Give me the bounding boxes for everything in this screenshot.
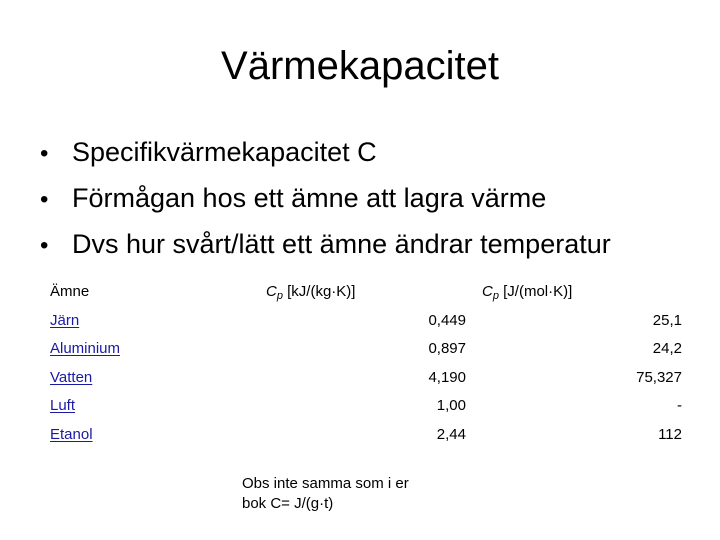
bullet-dot-icon: • <box>40 140 49 167</box>
header-cp-kg-unit: [kJ/(kg·K)] <box>282 283 356 300</box>
cp-kg-value: 2,44 <box>436 426 466 443</box>
substance-link-aluminium[interactable]: Aluminium <box>50 340 121 357</box>
cp-kg-value: 0,897 <box>428 340 466 357</box>
cp-mol-value: - <box>677 397 682 414</box>
bullet-text: Förmågan hos ett ämne att lagra värme <box>72 183 547 213</box>
note-line: bok C= J/(g·t) <box>242 495 334 512</box>
header-cp-mol <box>482 282 572 306</box>
cp-mol-value: 75,327 <box>636 369 682 386</box>
header-cp-kg-symbol: C <box>266 283 277 300</box>
slide-title: Värmekapacitet <box>221 44 499 88</box>
header-cp-mol-unit: [J/(mol·K)] <box>498 283 573 300</box>
bullet-text: Specifikvärmekapacitet C <box>72 137 377 167</box>
substance-link-luft[interactable]: Luft <box>50 397 76 414</box>
substance-link-jarn[interactable]: Järn <box>50 312 80 329</box>
cp-mol-value: 24,2 <box>652 340 682 357</box>
substance-link-vatten[interactable]: Vatten <box>50 369 93 386</box>
cp-kg-value: 1,00 <box>436 397 466 414</box>
note-text <box>242 474 442 514</box>
bullet-dot-icon: • <box>40 186 49 213</box>
header-cp-kg <box>266 282 355 306</box>
header-substance: Ämne <box>50 283 90 300</box>
cp-mol-value: 25,1 <box>652 312 682 329</box>
header-cp-mol-subscript: p <box>492 290 499 302</box>
bullet-dot-icon: • <box>40 232 49 259</box>
cp-kg-value: 4,190 <box>428 369 466 386</box>
note-line: Obs inte samma som i er <box>242 475 409 492</box>
header-cp-mol-symbol: C <box>482 283 493 300</box>
cp-kg-value: 0,449 <box>428 312 466 329</box>
header-cp-kg-subscript: p <box>276 290 283 302</box>
bullet-text: Dvs hur svårt/lätt ett ämne ändrar temperatur <box>72 229 611 259</box>
cp-mol-value: 112 <box>658 426 682 443</box>
substance-link-etanol[interactable]: Etanol <box>50 426 93 443</box>
